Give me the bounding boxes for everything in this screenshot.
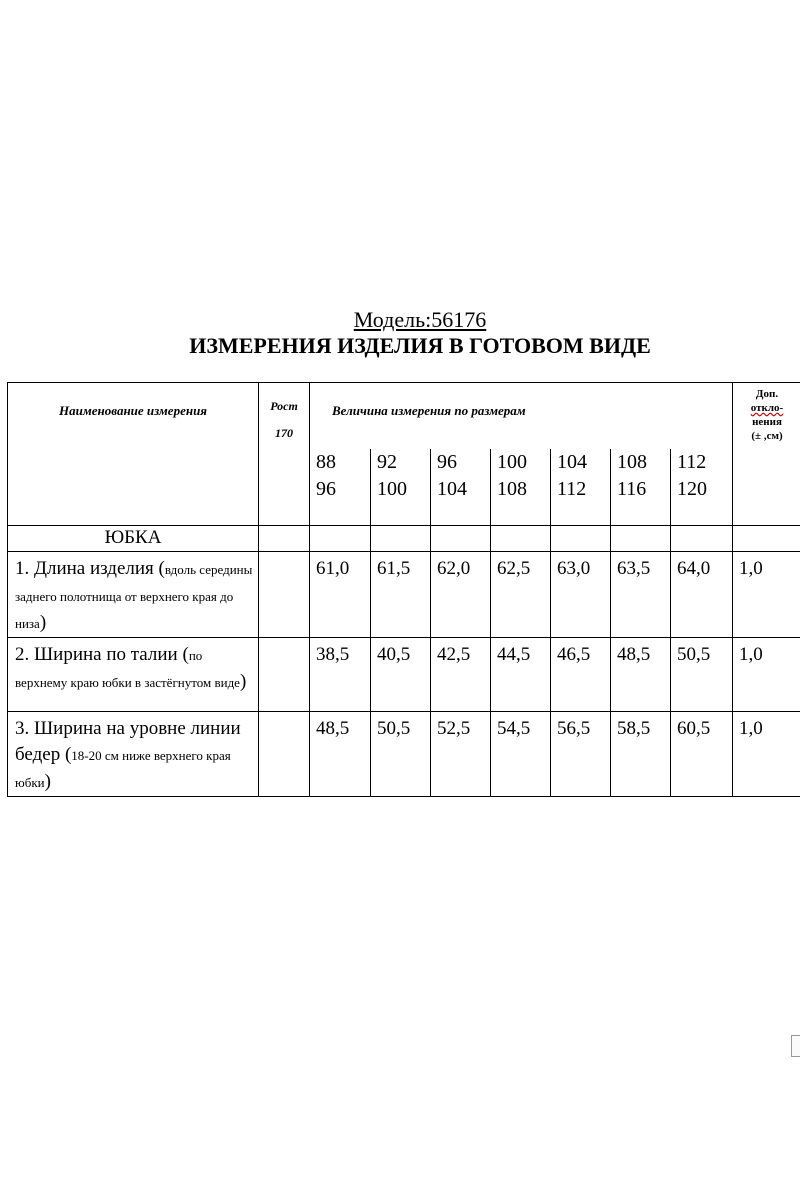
- row-close: ): [39, 611, 47, 633]
- value-cell: 50,5: [371, 711, 431, 796]
- empty-cell: [551, 525, 611, 551]
- row-note: вдоль середины заднего полотнища от верхнего края до низа: [15, 561, 253, 631]
- empty-cell: [671, 525, 733, 551]
- size-b: 100: [377, 478, 407, 500]
- value-cell: 48,5: [310, 711, 371, 796]
- model-label: Модель:56176: [353, 307, 487, 332]
- row-title: 3. Ширина на уровне линии бедер (: [15, 717, 241, 765]
- size-a: 88: [316, 451, 336, 473]
- value-cell: 63,0: [551, 551, 611, 637]
- size-a: 104: [557, 451, 587, 473]
- value-cell: 61,5: [371, 551, 431, 637]
- empty-cell: [491, 525, 551, 551]
- size-b: 112: [557, 478, 587, 500]
- empty-cell: [733, 525, 800, 551]
- size-cell: [310, 449, 371, 525]
- section-title: ЮБКА: [8, 525, 259, 551]
- empty-cell: [431, 525, 491, 551]
- rost-label: Рост: [270, 399, 298, 413]
- rost-cell: [259, 637, 310, 711]
- empty-cell: [371, 525, 431, 551]
- value-cell: 50,5: [671, 637, 733, 711]
- size-b: 120: [677, 478, 707, 500]
- value-cell: 60,5: [671, 711, 733, 796]
- size-cell: [371, 449, 431, 525]
- value-cell: 48,5: [611, 637, 671, 711]
- size-a: 92: [377, 451, 397, 473]
- row-name: [8, 711, 259, 796]
- header-name: Наименование измерения: [8, 383, 259, 526]
- value-cell: 52,5: [431, 711, 491, 796]
- row-note: по верхнему краю юбки в застёгнутом виде: [15, 647, 240, 690]
- size-cell: [671, 449, 733, 525]
- scroll-edge-marker: [791, 1035, 800, 1057]
- tolerance-cell: 1,0: [733, 637, 800, 711]
- row-name: [8, 637, 259, 711]
- page-title: ИЗМЕРЕНИЯ ИЗДЕЛИЯ В ГОТОВОМ ВИДЕ: [189, 333, 651, 358]
- rost-cell: [259, 711, 310, 796]
- tolerance-line-3: нения: [752, 416, 782, 428]
- size-b: 96: [316, 478, 336, 500]
- value-cell: 56,5: [551, 711, 611, 796]
- value-cell: 46,5: [551, 637, 611, 711]
- size-cell: [431, 449, 491, 525]
- rost-cell: [259, 551, 310, 637]
- size-b: 108: [497, 478, 527, 500]
- size-a: 112: [677, 451, 707, 473]
- tolerance-line-1: Доп.: [755, 388, 779, 400]
- size-b: 116: [617, 478, 647, 500]
- value-cell: 38,5: [310, 637, 371, 711]
- size-cell: [611, 449, 671, 525]
- row-close: ): [239, 670, 247, 692]
- row-name: [8, 551, 259, 637]
- value-cell: 42,5: [431, 637, 491, 711]
- value-cell: 40,5: [371, 637, 431, 711]
- table-row: [8, 637, 800, 711]
- tolerance-line-2: откло-: [750, 402, 784, 414]
- value-cell: 63,5: [611, 551, 671, 637]
- row-close: ): [44, 770, 51, 792]
- tolerance-cell: 1,0: [733, 711, 800, 796]
- row-title: 2. Ширина по талии (: [15, 643, 189, 665]
- table-row: [8, 711, 800, 796]
- size-b: 104: [437, 478, 467, 500]
- empty-cell: [310, 525, 371, 551]
- value-cell: 61,0: [310, 551, 371, 637]
- measurements-table: [7, 382, 800, 797]
- rost-value: 170: [275, 426, 293, 440]
- size-a: 96: [437, 451, 457, 473]
- value-cell: 62,5: [491, 551, 551, 637]
- tolerance-line-4: (± ,см): [751, 430, 783, 442]
- size-a: 100: [497, 451, 527, 473]
- size-cell: [551, 449, 611, 525]
- header-rost: [259, 383, 310, 526]
- empty-cell: [259, 525, 310, 551]
- header-tolerance: [733, 383, 800, 526]
- size-a: 108: [617, 451, 647, 473]
- row-title: 1. Длина изделия (: [15, 557, 165, 579]
- table-row: [8, 551, 800, 637]
- value-cell: 58,5: [611, 711, 671, 796]
- value-cell: 62,0: [431, 551, 491, 637]
- size-cell: [491, 449, 551, 525]
- value-cell: 64,0: [671, 551, 733, 637]
- tolerance-cell: 1,0: [733, 551, 800, 637]
- header-sizes-label: Величина измерения по размерам: [310, 383, 733, 450]
- value-cell: 54,5: [491, 711, 551, 796]
- row-note: 18-20 см ниже верхнего края юбки: [15, 747, 231, 790]
- value-cell: 44,5: [491, 637, 551, 711]
- empty-cell: [611, 525, 671, 551]
